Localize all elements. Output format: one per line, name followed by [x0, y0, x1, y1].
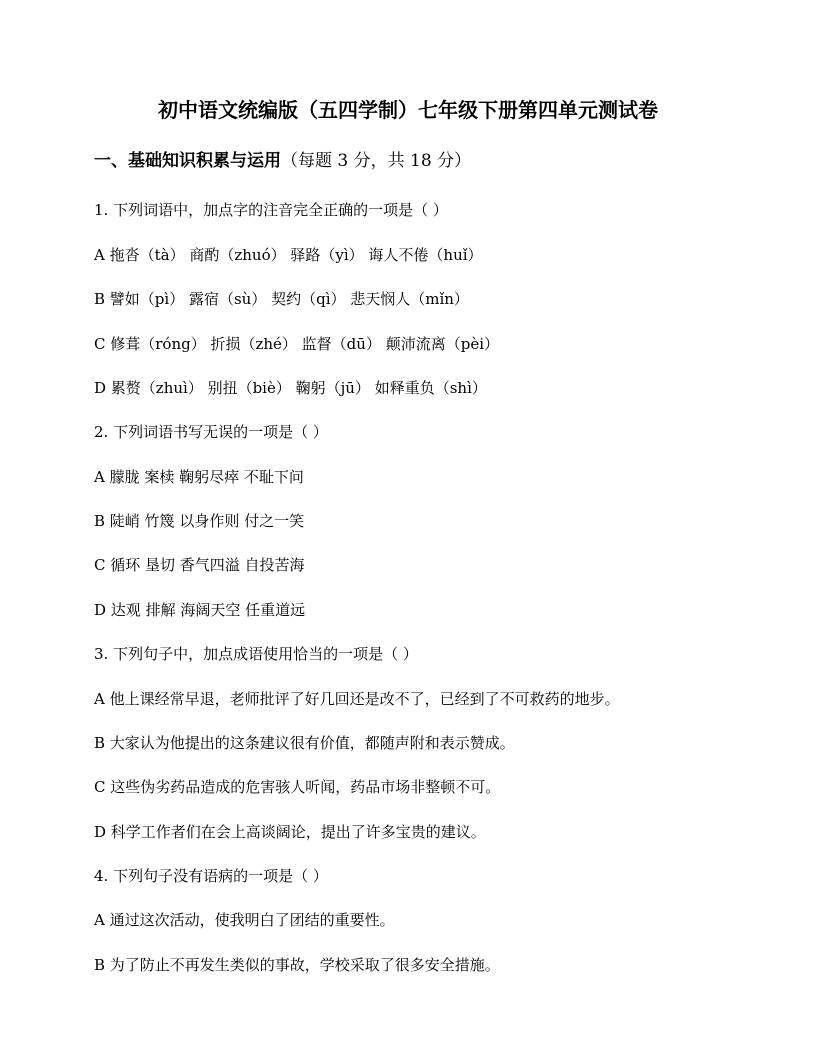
question-2-option-b: B 陡峭 竹篾 以身作则 付之一笑 — [94, 512, 305, 530]
section-heading-text: 一、基础知识积累与运用 — [94, 151, 281, 171]
question-4-option-b: B 为了防止不再发生类似的事故，学校采取了很多安全措施。 — [94, 956, 500, 974]
question-1-option-b: B 譬如（pì） 露宿（sù） 契约（qì） 悲天悯人（mǐn） — [94, 290, 469, 308]
question-2-stem: 2. 下列词语书写无误的一项是（ ） — [94, 423, 328, 441]
question-1-option-d: D 累赘（zhuì） 别扭（biè） 鞠躬（jū） 如释重负（shì） — [94, 379, 487, 397]
document-title: 初中语文统编版（五四学制）七年级下册第四单元测试卷 — [158, 98, 658, 122]
question-4-option-a: A 通过这次活动，使我明白了团结的重要性。 — [94, 911, 395, 929]
question-2-option-a: A 朦胧 案椟 鞠躬尽瘁 不耻下问 — [94, 468, 304, 486]
question-1-stem: 1. 下列词语中，加点字的注音完全正确的一项是（ ） — [94, 201, 448, 219]
question-3-option-c: C 这些伪劣药品造成的危害骇人听闻，药品市场非整顿不可。 — [94, 778, 501, 796]
question-3-option-a: A 他上课经常早退，老师批评了好几回还是改不了，已经到了不可救药的地步。 — [94, 690, 620, 708]
question-3-option-b: B 大家认为他提出的这条建议很有价值，都随声附和表示赞成。 — [94, 734, 515, 752]
question-4-stem: 4. 下列句子没有语病的一项是（ ） — [94, 867, 328, 885]
question-3-option-d: D 科学工作者们在会上高谈阔论，提出了许多宝贵的建议。 — [94, 823, 486, 841]
question-1-option-c: C 修葺（róng） 折损（zhé） 监督（dū） 颠沛流离（pèi） — [94, 335, 499, 353]
question-2-option-c: C 循环 垦切 香气四溢 自投苦海 — [94, 556, 305, 574]
section-score-note: （每题 3 分，共 18 分） — [281, 151, 472, 171]
question-2-option-d: D 达观 排解 海阔天空 任重道远 — [94, 601, 306, 619]
question-1-option-a: A 拖沓（tà） 商酌（zhuó） 驿路（yì） 诲人不倦（huǐ） — [94, 246, 483, 264]
question-3-stem: 3. 下列句子中，加点成语使用恰当的一项是（ ） — [94, 645, 418, 663]
section-heading — [94, 148, 471, 174]
